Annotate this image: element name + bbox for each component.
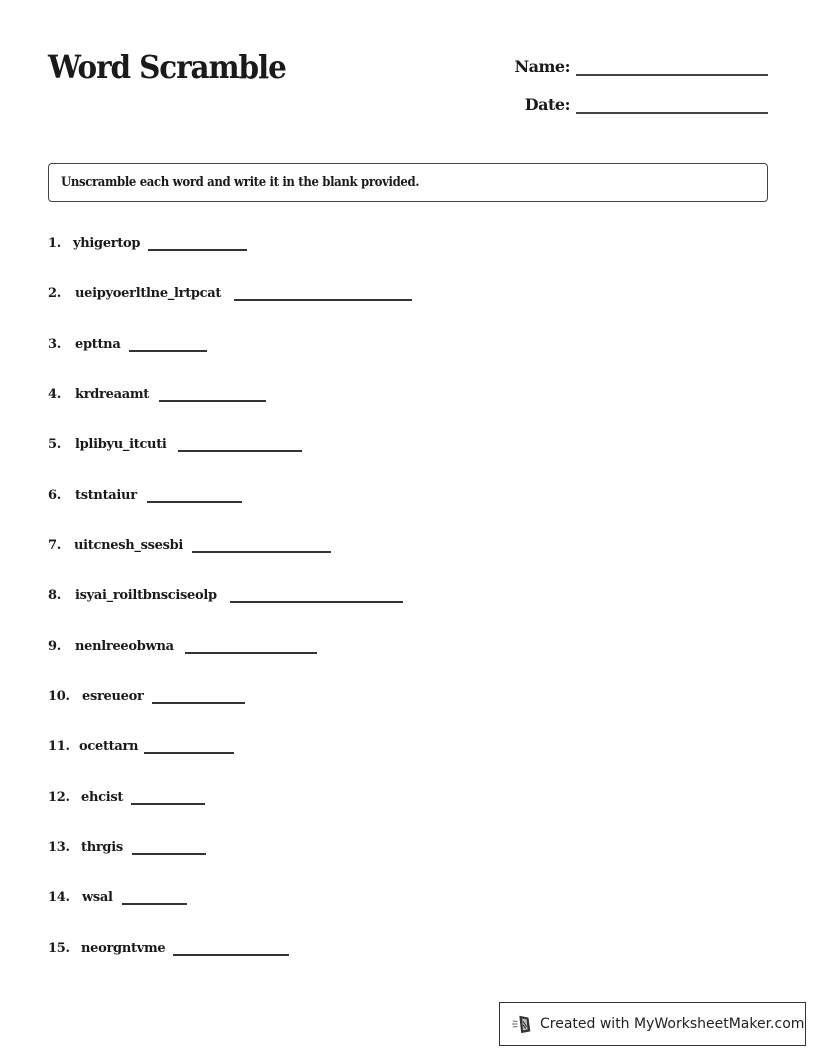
question-number: 6. bbox=[48, 488, 61, 503]
question-item bbox=[48, 885, 187, 905]
question-number: 10. bbox=[48, 689, 70, 704]
answer-blank[interactable] bbox=[129, 338, 207, 352]
question-item bbox=[48, 936, 289, 956]
question-number: 3. bbox=[48, 337, 61, 352]
question-number: 1. bbox=[48, 236, 61, 251]
answer-blank[interactable] bbox=[178, 438, 302, 452]
instructions-text: Unscramble each word and write it in the blank provided. bbox=[61, 175, 420, 190]
question-number: 9. bbox=[48, 639, 61, 654]
scrambled-word: ocettarn bbox=[79, 739, 139, 754]
page-title: Word Scramble bbox=[48, 48, 286, 86]
question-item bbox=[48, 684, 245, 704]
scrambled-word: uitcnesh_ssesbi bbox=[74, 538, 184, 553]
question-item bbox=[48, 432, 302, 452]
answer-blank[interactable] bbox=[147, 489, 242, 503]
scrambled-word: tstntaiur bbox=[75, 488, 137, 503]
instructions-box bbox=[48, 163, 768, 202]
name-label: Name: bbox=[514, 57, 570, 76]
scrambled-word: krdreaamt bbox=[75, 387, 149, 402]
scrambled-word: esreueor bbox=[82, 689, 144, 704]
scrambled-word: neorgntvme bbox=[81, 941, 166, 956]
scrambled-word: isyai_roiltbnsciseolp bbox=[75, 588, 217, 603]
answer-blank[interactable] bbox=[148, 237, 247, 251]
question-number: 5. bbox=[48, 437, 61, 452]
date-field-row bbox=[500, 92, 768, 114]
question-item bbox=[48, 835, 206, 855]
scrambled-word: ehcist bbox=[81, 790, 124, 805]
question-number: 7. bbox=[48, 538, 61, 553]
scrambled-word: ueipyoerltlne_lrtpcat bbox=[75, 286, 222, 301]
question-item bbox=[48, 382, 266, 402]
answer-blank[interactable] bbox=[144, 740, 234, 754]
created-with-text: Created with MyWorksheetMaker.com bbox=[540, 1016, 805, 1032]
question-number: 15. bbox=[48, 941, 70, 956]
question-item bbox=[48, 634, 317, 654]
question-item bbox=[48, 785, 205, 805]
scrambled-word: yhigertop bbox=[73, 236, 141, 251]
question-item bbox=[48, 533, 331, 553]
date-blank-line[interactable] bbox=[576, 92, 768, 114]
question-number: 8. bbox=[48, 588, 61, 603]
created-with-badge[interactable] bbox=[499, 1002, 806, 1046]
question-number: 11. bbox=[48, 739, 70, 754]
question-number: 13. bbox=[48, 840, 70, 855]
question-item bbox=[48, 231, 247, 251]
name-field-row bbox=[500, 54, 768, 76]
scrambled-word: thrgis bbox=[81, 840, 123, 855]
scrambled-word: epttna bbox=[75, 337, 121, 352]
answer-blank[interactable] bbox=[132, 841, 206, 855]
answer-blank[interactable] bbox=[131, 791, 205, 805]
date-label: Date: bbox=[524, 95, 570, 114]
question-item bbox=[48, 332, 207, 352]
question-number: 2. bbox=[48, 286, 61, 301]
answer-blank[interactable] bbox=[230, 589, 403, 603]
name-blank-line[interactable] bbox=[576, 54, 768, 76]
scrambled-word: wsal bbox=[82, 890, 113, 905]
question-item bbox=[48, 281, 412, 301]
question-item bbox=[48, 734, 234, 754]
question-number: 14. bbox=[48, 890, 70, 905]
answer-blank[interactable] bbox=[192, 539, 331, 553]
question-item bbox=[48, 583, 403, 603]
question-number: 4. bbox=[48, 387, 61, 402]
question-number: 12. bbox=[48, 790, 70, 805]
answer-blank[interactable] bbox=[159, 388, 266, 402]
answer-blank[interactable] bbox=[122, 891, 187, 905]
answer-blank[interactable] bbox=[234, 287, 412, 301]
worksheet-logo-icon bbox=[512, 1013, 534, 1035]
scrambled-word: nenlreeobwna bbox=[75, 639, 174, 654]
question-item bbox=[48, 483, 242, 503]
answer-blank[interactable] bbox=[152, 690, 245, 704]
scrambled-word: lplibyu_itcuti bbox=[75, 437, 167, 452]
answer-blank[interactable] bbox=[185, 640, 317, 654]
answer-blank[interactable] bbox=[173, 942, 289, 956]
